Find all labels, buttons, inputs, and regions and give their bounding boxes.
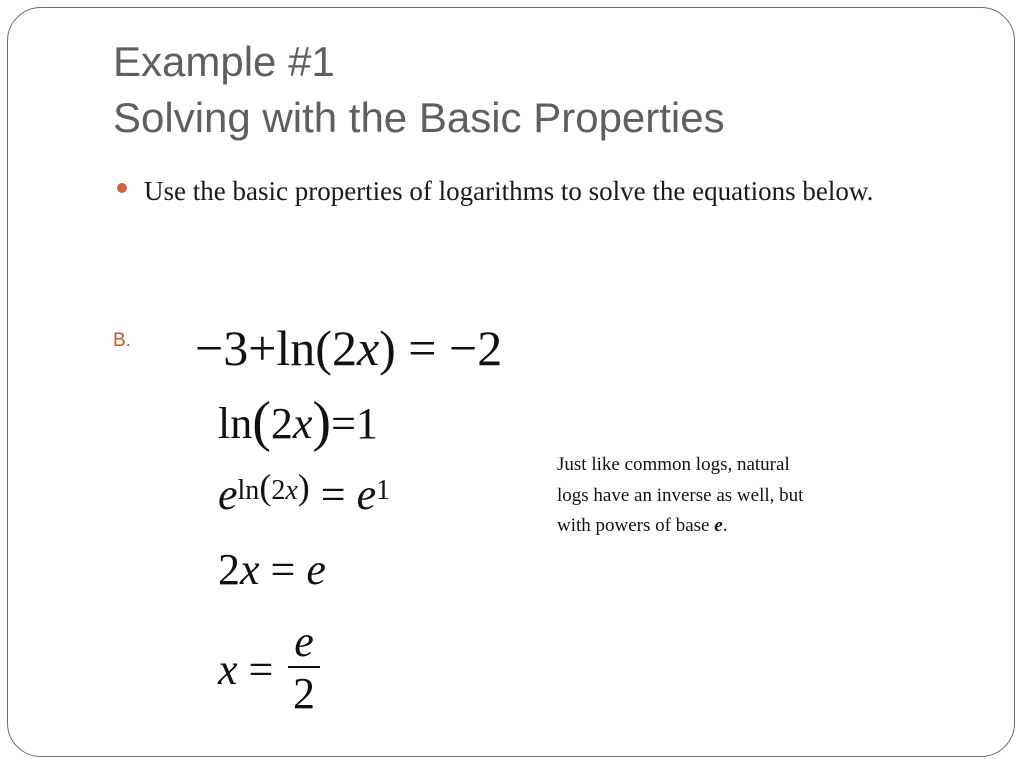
equation-original: −3+ln(2x) = −2 — [195, 320, 503, 376]
slide-title — [113, 34, 725, 146]
equation-step-1: ln(2x)=1 — [218, 391, 378, 453]
fraction-e-over-2: e 2 — [288, 620, 320, 716]
bullet-dot-icon — [117, 183, 127, 193]
title-line-2: Solving with the Basic Properties — [113, 94, 725, 141]
bullet-text: Use the basic properties of logarithms to solve the equations below. — [144, 176, 874, 206]
item-label: B. — [113, 330, 131, 351]
title-line-1: Example #1 — [113, 38, 335, 85]
equation-step-2: $e^{ln(2x)} = e^1$ — [218, 467, 391, 519]
note-emphasis: e — [714, 515, 723, 536]
note-text: Just like common logs, natural logs have an inverse as well, but with powers of base — [557, 454, 804, 536]
equation-step-3: 2x = e — [218, 545, 326, 594]
bullet-item — [117, 170, 967, 213]
note-end: . — [722, 515, 728, 536]
side-note — [557, 450, 822, 542]
